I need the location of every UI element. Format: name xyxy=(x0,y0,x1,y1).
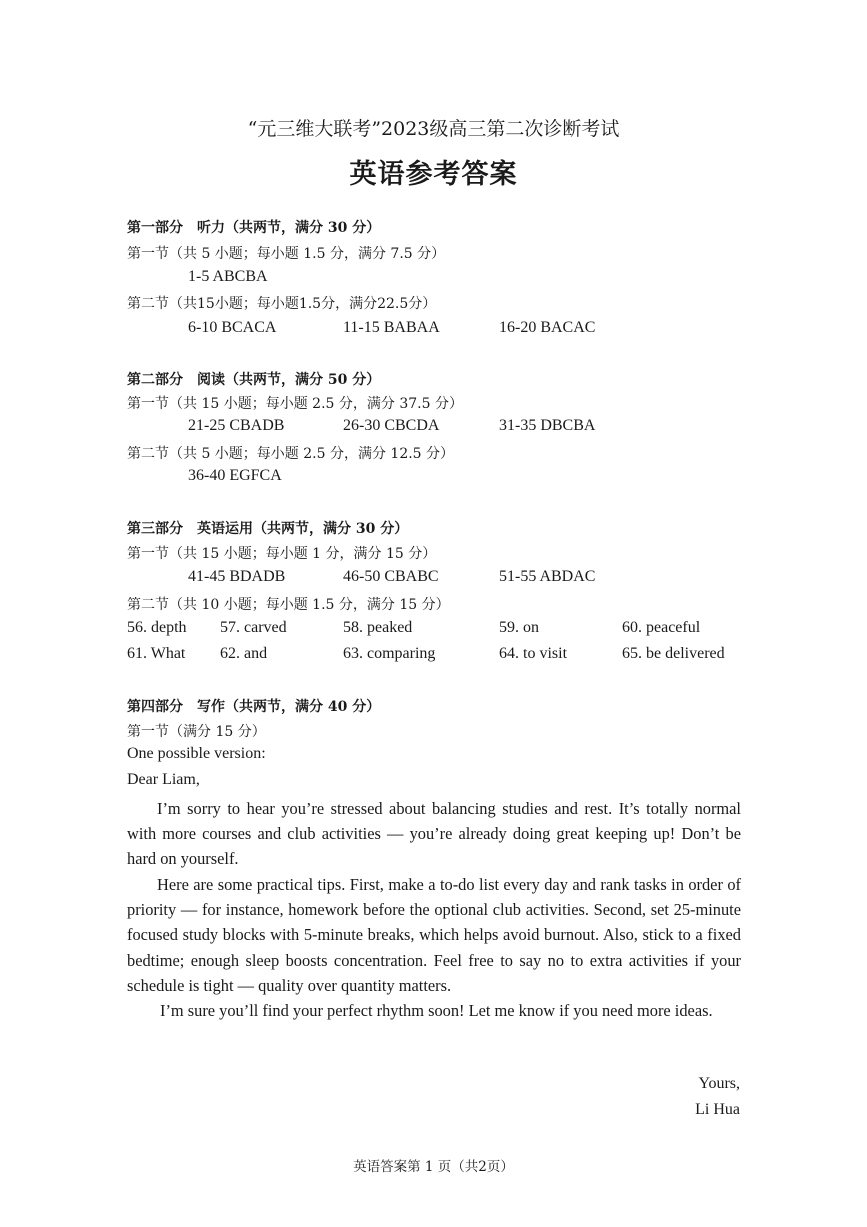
page-title: 英语参考答案 xyxy=(349,159,518,190)
fill-blank-answer: 63. comparing xyxy=(343,645,436,662)
letter-paragraph-2: Here are some practical tips. First, make a to-do list every day and rank tasks in order of priority — for instance, homework before the optional club activities. Second, set 25-minute focused study blocks with 5-minute breaks, which helps avoid burnout. Also, stick to a fixed bedtime; enough sleep boosts concentration. Feel free to say no to extra activities if your schedule is tight — quality over quantity matters. xyxy=(127,875,741,995)
answer-group: 46-50 CBABC xyxy=(343,568,439,585)
part3-section1-heading: 第一节（共 15 小题；每小题 1 分，满分 15 分） xyxy=(127,546,437,562)
answer-group: 11-15 BABAA xyxy=(343,319,440,336)
letter-paragraph-3: I’m sure you’ll find your perfect rhythm soon! Let me know if you need more ideas. xyxy=(160,1001,713,1020)
part4-heading: 第四部分 写作（共两节，满分 40 分） xyxy=(127,699,381,715)
page-footer: 英语答案第 1 页（共2页） xyxy=(353,1159,514,1175)
part1-heading: 第一部分 听力（共两节，满分 30 分） xyxy=(127,220,381,236)
letter-closing: Yours, xyxy=(698,1075,740,1092)
answer-group: 1-5 ABCBA xyxy=(188,268,268,285)
answer-group: 31-35 DBCBA xyxy=(499,417,596,434)
part1-section2-heading: 第二节（共15小题；每小题1.5分，满分22.5分） xyxy=(127,296,437,312)
answer-group: 41-45 BDADB xyxy=(188,568,286,585)
answer-group: 16-20 BACAC xyxy=(499,319,596,336)
part1-section1-heading: 第一节（共 5 小题；每小题 1.5 分，满分 7.5 分） xyxy=(127,246,446,262)
essay-intro: One possible version: xyxy=(127,745,266,762)
fill-blank-answer: 62. and xyxy=(220,645,268,662)
answer-group: 6-10 BCACA xyxy=(188,319,277,336)
fill-blank-answer: 59. on xyxy=(499,619,539,636)
answer-group: 26-30 CBCDA xyxy=(343,417,440,434)
exam-title: “元三维大联考”2023级高三第二次诊断考试 xyxy=(247,118,620,140)
fill-blank-answer: 60. peaceful xyxy=(622,619,701,636)
part2-section1-heading: 第一节（共 15 小题；每小题 2.5 分，满分 37.5 分） xyxy=(127,396,463,412)
fill-blank-answer: 65. be delivered xyxy=(622,645,725,662)
fill-blank-answer: 58. peaked xyxy=(343,619,413,636)
part4-section1-heading: 第一节（满分 15 分） xyxy=(127,724,266,740)
letter-greeting: Dear Liam, xyxy=(127,771,200,788)
part3-heading: 第三部分 英语运用（共两节，满分 30 分） xyxy=(127,521,409,537)
part2-heading: 第二部分 阅读（共两节，满分 50 分） xyxy=(127,372,381,388)
part2-section2-heading: 第二节（共 5 小题；每小题 2.5 分，满分 12.5 分） xyxy=(127,446,455,462)
fill-blank-answer: 56. depth xyxy=(127,619,187,636)
fill-blank-answer: 64. to visit xyxy=(499,645,568,662)
answer-group: 21-25 CBADB xyxy=(188,417,285,434)
answer-group: 51-55 ABDAC xyxy=(499,568,596,585)
letter-signature: Li Hua xyxy=(695,1101,740,1118)
answer-group: 36-40 EGFCA xyxy=(188,467,282,484)
letter-paragraph-1: I’m sorry to hear you’re stressed about balancing studies and rest. It’s totally normal with more courses and club activities — you’re already doing great keeping up! Don’t be hard on yourself. xyxy=(127,799,741,869)
fill-blank-answer: 57. carved xyxy=(220,619,287,636)
part3-section2-heading: 第二节（共 10 小题；每小题 1.5 分，满分 15 分） xyxy=(127,597,450,613)
fill-blank-answer: 61. What xyxy=(127,645,186,662)
